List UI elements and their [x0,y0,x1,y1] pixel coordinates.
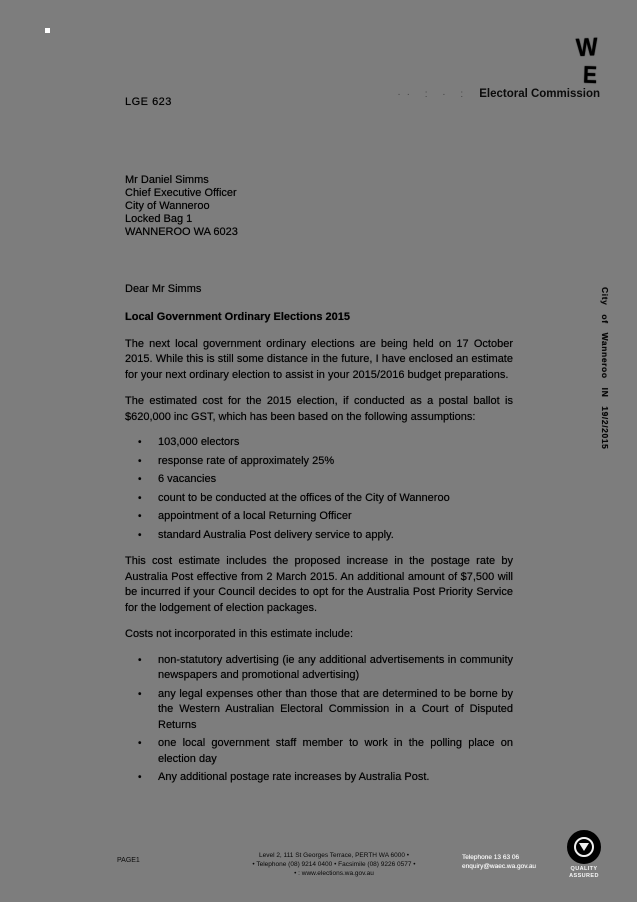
list-item: • one local government staff member to work in the polling place on election day [125,736,513,767]
recipient-address [125,174,513,239]
list-item: • 103,000 electors [125,435,513,451]
list-item: • Any additional postage rate increases by Australia Post. [125,770,513,786]
address-line: Chief Executive Officer [125,186,237,199]
exclusions-list [125,653,513,786]
certification-seal [566,830,602,879]
list-item: • standard Australia Post delivery service to apply. [125,528,513,544]
footer-contact-line: enquiry@waec.wa.gov.au [462,863,537,870]
salutation: Dear Mr Simms [125,282,202,295]
assumptions-list [125,435,513,543]
commission-logo [572,34,606,96]
seal-caption: QUALITY ASSURED [569,866,599,879]
scan-artifact-dot [45,28,50,33]
list-item: • response rate of approximately 25% [125,454,513,470]
address-line: Mr Daniel Simms [125,173,209,186]
footer-contact-line: Telephone 13 63 06 [462,854,520,861]
footer-address-block [208,851,460,878]
logo-letter-e: E [582,61,598,89]
address-line: WANNEROO WA 6023 [125,225,238,238]
list-item: • non-statutory advertising (ie any additional advertisements in community newspapers and promotional advertising) [125,653,513,684]
list-item: • any legal expenses other than those that are determined to be borne by the Western Australian Electoral Commission in a Court of Disputed Returns [125,687,513,734]
ref-code: LGE 623 [125,96,172,108]
footer-page-ref: PAGE1 [117,857,140,864]
logo-letter-w: W [575,32,599,62]
letterhead-faint-marks: ·· : · : [397,89,470,100]
subject-heading: Local Government Ordinary Elections 2015 [125,311,350,323]
letter-body [125,95,513,789]
letterhead-org-name: Electoral Commission [479,88,600,100]
footer-address-line: Level 2, 111 St Georges Terrace, PERTH WA 6000 • [258,852,410,859]
paragraph-postage: This cost estimate includes the proposed increase in the postage rate by Australia Post effective from 2 March 2015. An additional amount of $7,500 will be incurred if your Council decides to opt for the Australia Post Priority Service for the lodgement of election packages. [125,555,513,614]
address-line: Locked Bag 1 [125,212,193,225]
paragraph-intro: The next local government ordinary elections are being held on 17 October 2015. While this is still some distance in the future, I have enclosed an estimate for your next ordinary election to assist in your 2015/2016 budget preparations. [125,337,513,381]
paragraph-exclusions-intro: Costs not incorporated in this estimate include: [125,628,354,640]
list-item: • count to be conducted at the offices of the City of Wanneroo [125,491,513,507]
footer-address-line: • Telephone (08) 9214 0400 • Facsimile (08) 9226 0577 • [252,861,416,868]
footer-address-line: • : www.elections.wa.gov.au [294,870,374,877]
footer-contact-block [462,853,558,871]
list-item: • appointment of a local Returning Officer [125,509,513,525]
received-stamp-vertical: City of Wanneroo IN 19/2/2015 [600,287,610,450]
list-item: • 6 vacancies [125,472,513,488]
certification-seal-icon [567,830,601,864]
address-line: City of Wanneroo [125,199,210,212]
paragraph-cost: The estimated cost for the 2015 election, if conducted as a postal ballot is $620,000 inc GST, which has been based on the following assumptions: [125,395,513,423]
